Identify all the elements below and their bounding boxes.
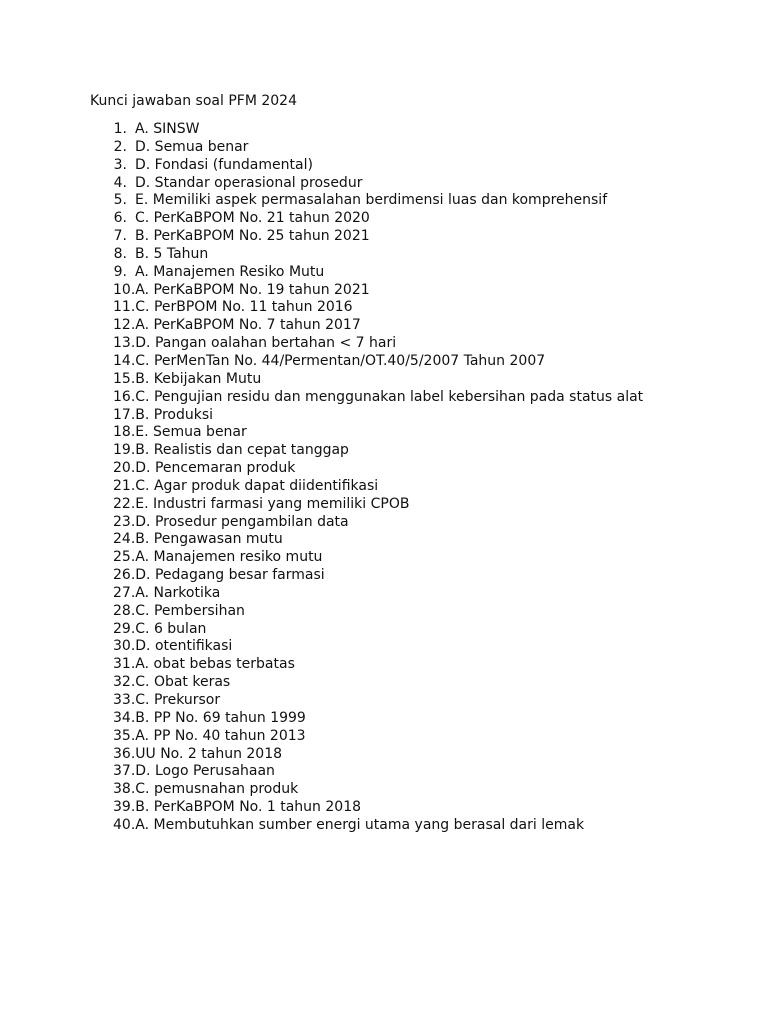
answer-number: 6. — [113, 210, 127, 227]
answer-number: 25. — [113, 549, 136, 566]
answer-number: 1. — [113, 121, 127, 137]
answer-text: B. PP No. 69 tahun 1999 — [135, 709, 306, 726]
answer-number: 36. — [113, 745, 136, 762]
answer-text: D. otentifikasi — [135, 638, 233, 655]
answer-text: C. Agar produk dapat diidentifikasi — [135, 477, 379, 494]
answer-number: 3. — [113, 156, 127, 173]
answer-number: 16. — [113, 388, 136, 405]
answer-number: 18. — [113, 424, 136, 441]
answer-text: B. 5 Tahun — [135, 245, 209, 262]
answer-number: 17. — [113, 406, 136, 423]
answer-number: 32. — [113, 674, 136, 691]
answer-text: B. PerKaBPOM No. 25 tahun 2021 — [135, 228, 370, 245]
answer-text: E. Semua benar — [135, 424, 247, 441]
answer-number: 9. — [113, 263, 127, 280]
answer-text: A. Manajemen Resiko Mutu — [135, 263, 325, 280]
answer-text: D. Prosedur pengambilan data — [135, 513, 349, 530]
answer-text: C. Obat keras — [135, 674, 231, 691]
answer-number: 11. — [113, 299, 136, 316]
answer-text: C. Pembersihan — [135, 602, 245, 619]
answer-text: C. Pengujian residu dan menggunakan label kebersihan pada status alat — [135, 388, 644, 405]
answer-text: C. 6 bulan — [135, 620, 207, 637]
answer-number: 13. — [113, 335, 136, 352]
answer-number: 22. — [113, 495, 136, 512]
answer-text: A. Manajemen resiko mutu — [135, 549, 323, 566]
answer-text: D. Semua benar — [135, 138, 249, 155]
document-title: Kunci jawaban soal PFM 2024 — [90, 93, 297, 109]
answer-text: C. PerKaBPOM No. 21 tahun 2020 — [135, 210, 370, 227]
answer-number: 24. — [113, 531, 136, 548]
answer-number: 7. — [113, 228, 127, 245]
answer-text: C. PerBPOM No. 11 tahun 2016 — [135, 299, 353, 316]
answer-text: C. pemusnahan produk — [135, 781, 299, 798]
answer-number: 5. — [113, 192, 127, 209]
answer-text: B. Pengawasan mutu — [135, 531, 283, 548]
answer-text: D. Logo Perusahaan — [135, 763, 275, 780]
answer-number: 10. — [113, 281, 136, 298]
answer-text: D. Pedagang besar farmasi — [135, 567, 325, 584]
answer-number: 38. — [113, 781, 136, 798]
answer-number: 33. — [113, 692, 136, 708]
answer-number: 40. — [113, 816, 136, 833]
answer-number: 35. — [113, 727, 136, 744]
answer-text: B. Produksi — [135, 406, 214, 423]
answer-text: E. Memiliki aspek permasalahan berdimensi luas dan komprehensif — [135, 192, 608, 209]
answer-text: A. Membutuhkan sumber energi utama yang berasal dari lemak — [135, 816, 585, 833]
answer-text: D. Pencemaran produk — [135, 460, 296, 477]
answer-text: B. Kebijakan Mutu — [135, 370, 262, 387]
answer-number: 20. — [113, 460, 136, 477]
answer-text: A. PerKaBPOM No. 19 tahun 2021 — [135, 281, 370, 298]
answer-text: A. Narkotika — [135, 584, 221, 601]
answer-text: E. Industri farmasi yang memiliki CPOB — [135, 495, 410, 512]
answer-number: 37. — [113, 763, 136, 780]
answer-text: A. SINSW — [135, 121, 200, 137]
answer-number: 31. — [113, 656, 136, 673]
answer-number: 27. — [113, 584, 136, 601]
answer-number: 14. — [113, 352, 136, 369]
answer-text: B. Realistis dan cepat tanggap — [135, 442, 349, 459]
answer-text: D. Standar operasional prosedur — [135, 174, 363, 191]
answer-text: D. Pangan oalahan bertahan < 7 hari — [135, 335, 397, 352]
answer-number: 30. — [113, 638, 136, 655]
answer-text: D. Fondasi (fundamental) — [135, 156, 313, 173]
answer-text: UU No. 2 tahun 2018 — [135, 745, 283, 762]
answer-text: C. Prekursor — [135, 692, 221, 708]
answer-text: A. PerKaBPOM No. 7 tahun 2017 — [135, 317, 361, 334]
answer-number: 29. — [113, 620, 136, 637]
answer-number: 15. — [113, 370, 136, 387]
answer-number: 23. — [113, 513, 136, 530]
answer-number: 21. — [113, 477, 136, 494]
answer-number: 12. — [113, 317, 136, 334]
answer-number: 34. — [113, 709, 136, 726]
answer-text: A. PP No. 40 tahun 2013 — [135, 727, 306, 744]
answer-number: 4. — [113, 174, 127, 191]
answer-number: 39. — [113, 799, 136, 816]
answer-text: C. PerMenTan No. 44/Permentan/OT.40/5/2007 Tahun 2007 — [135, 352, 546, 369]
answer-text: A. obat bebas terbatas — [135, 656, 295, 673]
answer-number: 2. — [113, 138, 127, 155]
answer-number: 19. — [113, 442, 136, 459]
answer-number: 26. — [113, 567, 136, 584]
answer-text: B. PerKaBPOM No. 1 tahun 2018 — [135, 799, 362, 816]
answer-number: 28. — [113, 602, 136, 619]
answer-number: 8. — [113, 245, 127, 262]
